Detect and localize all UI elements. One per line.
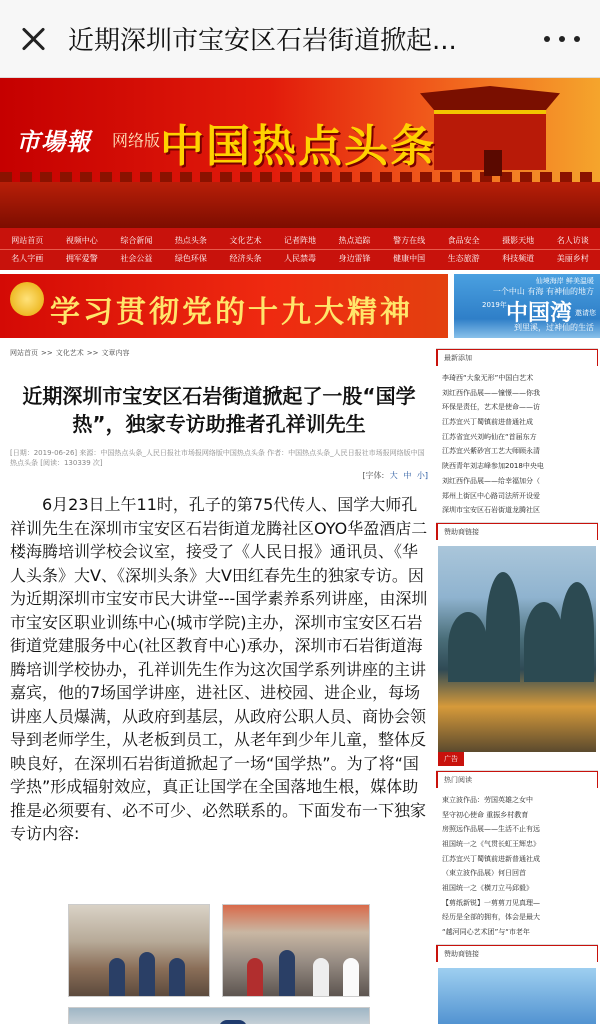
breadcrumb-separator: >> bbox=[86, 349, 99, 357]
breadcrumb-home[interactable]: 网站首页 bbox=[10, 349, 38, 357]
breadcrumb-current: 文章内容 bbox=[101, 349, 130, 357]
brand-subtitle: 网络版 bbox=[112, 131, 161, 150]
sidebar-link[interactable]: 经历是全部的拥有，体会是最大 bbox=[442, 913, 540, 922]
font-size-large[interactable]: 大 bbox=[389, 471, 398, 480]
site-headline: 中国热点头条 bbox=[160, 121, 436, 172]
nav-item[interactable]: 热点头条 bbox=[174, 235, 207, 245]
nav-item[interactable]: 社会公益 bbox=[120, 254, 153, 263]
sidebar-link[interactable]: （束立波作品展）何日回首 bbox=[442, 869, 526, 878]
main-area bbox=[0, 344, 600, 1024]
nav-item[interactable]: 绿色环保 bbox=[174, 254, 207, 263]
sidebar-link[interactable]: 环保是责任，艺术是使命——访 bbox=[442, 403, 540, 412]
more-options-icon[interactable] bbox=[544, 36, 580, 42]
hot-title: 热门阅读 bbox=[436, 771, 598, 788]
sidebar-link[interactable]: 祖国统一之《气贯长虹王辉忠》 bbox=[442, 839, 540, 848]
nav-item[interactable]: 拥军爱警 bbox=[65, 254, 98, 263]
nav-item[interactable]: 摄影天地 bbox=[502, 235, 535, 245]
sidebar-link[interactable]: 刘红西作品展——憧憬——你我 bbox=[442, 388, 540, 397]
article-column bbox=[0, 344, 436, 1024]
slogan-text: 学习贯彻党的十九大精神 bbox=[50, 295, 413, 330]
ad-line2: 一个中山 有海 有神仙的地方 bbox=[492, 287, 594, 296]
sidebar-link[interactable]: 祖国统一之《横刀立马邱毅》 bbox=[442, 884, 533, 892]
article-photos bbox=[8, 904, 430, 1024]
guilin-ad-image[interactable] bbox=[438, 546, 596, 752]
sidebar-link[interactable]: 束立波作品：劳国英雄之女中 bbox=[442, 795, 533, 804]
ad-tagline: 到里溪，过神仙的生活 bbox=[514, 323, 594, 332]
latest-list bbox=[436, 366, 598, 518]
nav-item[interactable]: 记者阵地 bbox=[284, 235, 316, 245]
sponsor-title-2: 赞助商链接 bbox=[436, 945, 598, 962]
nav-item[interactable]: 生态旅游 bbox=[447, 254, 480, 263]
article-title: 近期深圳市宝安区石岩街道掀起了一股“国学热”，独家专访助推者孔祥训先生 bbox=[22, 384, 416, 436]
sidebar-link[interactable]: 【剪纸新锐】一剪剪刀见真理— bbox=[442, 898, 540, 907]
nav-item[interactable]: 经济头条 bbox=[229, 254, 262, 263]
article-meta: [日期：2019-06-26] 来源：中国热点头条_人民日报社市场报网络版中国热点头条 作者：中国热点头条_人民日报社市场报网络版中国热点头条 [阅读：130339 次] bbox=[10, 449, 425, 467]
nav-item[interactable]: 美丽乡村 bbox=[556, 254, 589, 263]
main-nav bbox=[0, 228, 600, 270]
brand-logo: 市場報 bbox=[16, 127, 91, 156]
sidebar bbox=[436, 344, 600, 1024]
nav-item[interactable]: 健康中国 bbox=[393, 254, 426, 263]
font-size-small[interactable]: 小] bbox=[416, 471, 428, 480]
ad-label: 广告 bbox=[438, 752, 464, 766]
nav-item[interactable]: 综合新闻 bbox=[120, 235, 153, 245]
sidebar-link[interactable]: 江苏宜兴紫砂宫工艺大师顾永清 bbox=[442, 447, 540, 456]
sidebar-link[interactable]: 江苏宜兴丁蜀镇前进普通社成 bbox=[442, 418, 533, 427]
sidebar-link[interactable]: 坚守初心使命 重振乡村教育 bbox=[442, 810, 529, 819]
font-size-label: [字体: bbox=[362, 471, 385, 480]
nav-item[interactable]: 食品安全 bbox=[447, 235, 480, 245]
audience-photo[interactable] bbox=[222, 904, 370, 997]
nav-item[interactable]: 人民禁毒 bbox=[284, 254, 316, 263]
nav-item[interactable]: 名人访谈 bbox=[556, 235, 589, 245]
nav-row-1 bbox=[0, 231, 600, 249]
nav-item[interactable]: 视频中心 bbox=[65, 235, 98, 245]
article-body: 6月23日上午11时，孔子的第75代传人、国学大师孔祥训先生在深圳市宝安区石岩街道龙腾社区OYO华盈酒店二楼海腾培训学校会议室，接受了《人民日报》通讯员、《华人头条》大V、《深圳头条》大V田红春先生的独家专访。因为近期深圳市宝安市民大讲堂---国学素养系列讲座，由深圳市宝安区职业训练中心(城市学院)主办，深圳市宝安区石岩街道党建服务中心(社区教育中心)承办，深圳市石岩街道海腾培训学校协办，孔祥训先生作为这次国学系列讲座的主讲嘉宾，他的7场国学讲座，进社区、进校园、进企业，每场讲座人员爆满，从政府到基层，从政府公职人员、商协会领导到老师学生，从老板到员工，从老年到少年儿童，整体反映良好，在深圳石岩街道掀起了一场“国学热”。为了将“国学热”形成辐射效应，真正让国学在全国落地生根，媒体助推是必须要有、必不可少、必然联系的。下面发布一下独家专访内容: bbox=[10, 495, 428, 843]
close-icon[interactable] bbox=[20, 26, 46, 52]
ad-invite: 邀请您 bbox=[575, 309, 596, 317]
latest-box bbox=[436, 348, 598, 518]
latest-title: 最新添加 bbox=[436, 349, 598, 366]
nav-item[interactable]: 警方在线 bbox=[393, 235, 426, 245]
sponsor-title: 赞助商链接 bbox=[436, 523, 598, 540]
nav-item[interactable]: 科技频道 bbox=[502, 254, 535, 263]
page-title: 近期深圳市宝安区石岩街道掀起... bbox=[68, 26, 457, 56]
ad-year: 2019年 bbox=[482, 301, 507, 309]
breadcrumb-section[interactable]: 文化艺术 bbox=[55, 349, 84, 357]
sponsor-box-2 bbox=[436, 944, 598, 1024]
tiananmen-graphic bbox=[420, 86, 560, 176]
ad-line1: 仙境海岸 鲜美温暖 bbox=[535, 277, 594, 285]
site-banner bbox=[0, 78, 600, 228]
sidebar-link[interactable]: 陕西青年刘志峰参加2018中央电 bbox=[442, 462, 544, 471]
nav-item[interactable]: 文化艺术 bbox=[229, 235, 262, 245]
sidebar-link[interactable]: 郑州上街区中心路司法所开设爱 bbox=[442, 491, 540, 500]
nav-item[interactable]: 网站首页 bbox=[11, 235, 44, 245]
hot-box bbox=[436, 770, 598, 940]
browser-topbar bbox=[0, 0, 600, 78]
font-size-switcher bbox=[8, 470, 430, 481]
nav-item[interactable]: 热点追踪 bbox=[338, 235, 371, 245]
nav-item[interactable]: 名人字画 bbox=[11, 254, 44, 263]
slogan-banner[interactable] bbox=[0, 274, 448, 338]
breadcrumb bbox=[8, 344, 430, 358]
font-size-medium[interactable]: 中 bbox=[403, 471, 412, 480]
sponsor-ad-image-2[interactable] bbox=[438, 968, 596, 1024]
sidebar-link[interactable]: 江苏省宜兴刘屿仙在“首届东方 bbox=[442, 432, 537, 441]
nav-row-2 bbox=[0, 249, 600, 267]
sidebar-link[interactable]: 江苏宜兴丁蜀镇前进新普通社成 bbox=[442, 854, 540, 863]
party-emblem-icon bbox=[10, 282, 44, 316]
sidebar-link[interactable]: 李琦西“大象无形”中国白艺术 bbox=[442, 374, 534, 382]
promo-banner bbox=[0, 274, 600, 338]
sidebar-link[interactable]: 刘红西作品展——给幸福加分（ bbox=[442, 476, 540, 485]
speaker-photo[interactable] bbox=[68, 1007, 370, 1024]
sidebar-link[interactable]: “越河同心艺术团”与“市老年 bbox=[442, 928, 530, 937]
lecture-photo[interactable] bbox=[68, 904, 210, 997]
sidebar-link[interactable]: 房照远作品展——生活不止有远 bbox=[442, 825, 540, 834]
sidebar-link[interactable]: 深圳市宝安区石岩街道龙腾社区 bbox=[442, 506, 540, 515]
hot-list bbox=[436, 788, 598, 940]
nav-item[interactable]: 身边雷锋 bbox=[338, 254, 371, 263]
sponsor-box bbox=[436, 522, 598, 766]
great-wall-graphic bbox=[0, 182, 600, 228]
ad-name: 中国湾 bbox=[506, 301, 573, 326]
breadcrumb-separator: >> bbox=[41, 349, 53, 357]
tourism-ad[interactable] bbox=[454, 274, 600, 338]
